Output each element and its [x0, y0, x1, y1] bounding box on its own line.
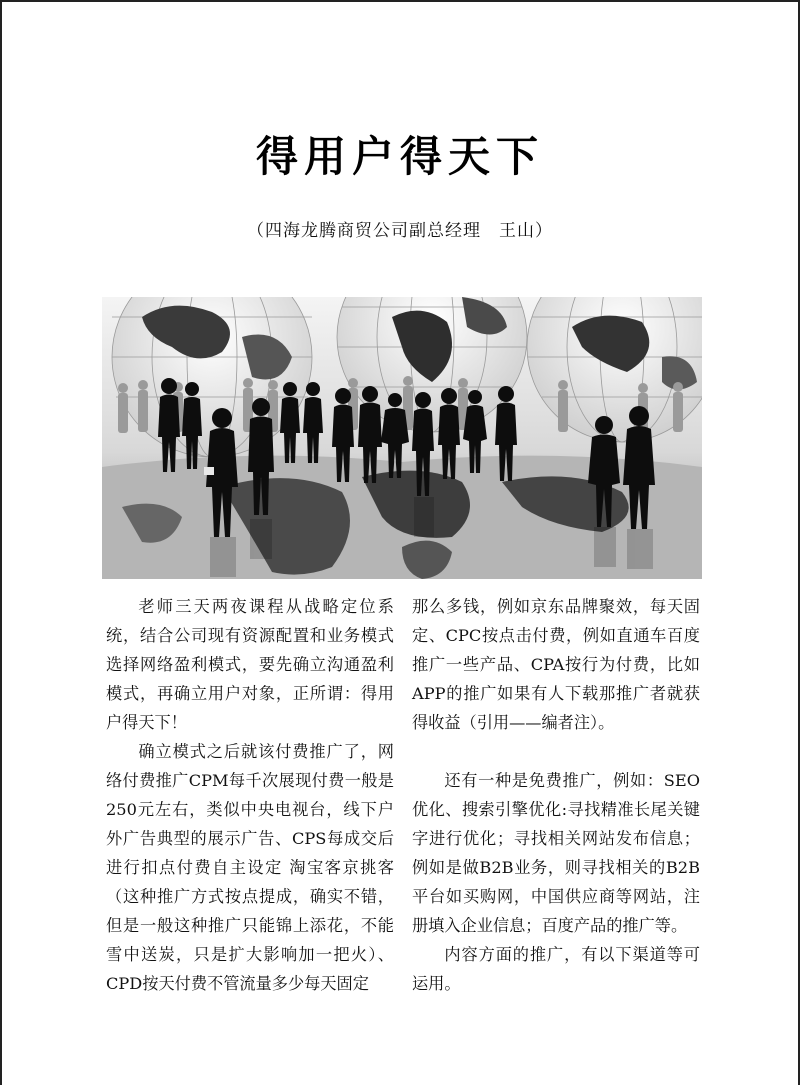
hero-image [102, 297, 702, 579]
paragraph: 还有一种是免费推广，例如：SEO优化、搜索引擎优化:寻找精准长尾关键字进行优化；寻找相关网站发布信息；例如是做B2B业务，则寻找相关的B2B平台如买购网，中国供应商等网站，注册填入企业信息；百度产品的推广等。 [412, 771, 700, 935]
right-column [412, 592, 700, 998]
paragraph-continued: 那么多钱，例如京东品牌聚效，每天固定、CPC按点击付费，例如直通车百度推广一些产品、CPA按行为付费，比如APP的推广如果有人下载那推广者就获得收益（引用——编者注）。 [412, 597, 700, 732]
paragraph: 内容方面的推广，有以下渠道等可运用。 [412, 945, 700, 993]
left-column [106, 592, 394, 998]
article-title: 得用户得天下 [255, 132, 544, 181]
author-byline: （四海龙腾商贸公司副总经理 王山） [247, 221, 553, 241]
paragraph: 确立模式之后就该付费推广了，网络付费推广CPM每千次展现付费一般是250元左右，类似中央电视台，线下户外广告典型的展示广告、CPS每成交后进行扣点付费自主设定 淘宝客京挑客（这种推广方式按点提成，确实不错，但是一般这种推广只能锦上添花，不能雪中送炭，只是扩大影响加一把火）、CPD按天付费不管流量多少每天固定 [106, 742, 394, 993]
paragraph: 老师三天两夜课程从战略定位系统，结合公司现有资源配置和业务模式选择网络盈利模式，要先确立沟通盈利模式，再确立用户对象，正所谓：得用户得天下！ [106, 597, 394, 732]
article-body [106, 592, 700, 998]
globe-business-people-illustration [102, 297, 702, 579]
